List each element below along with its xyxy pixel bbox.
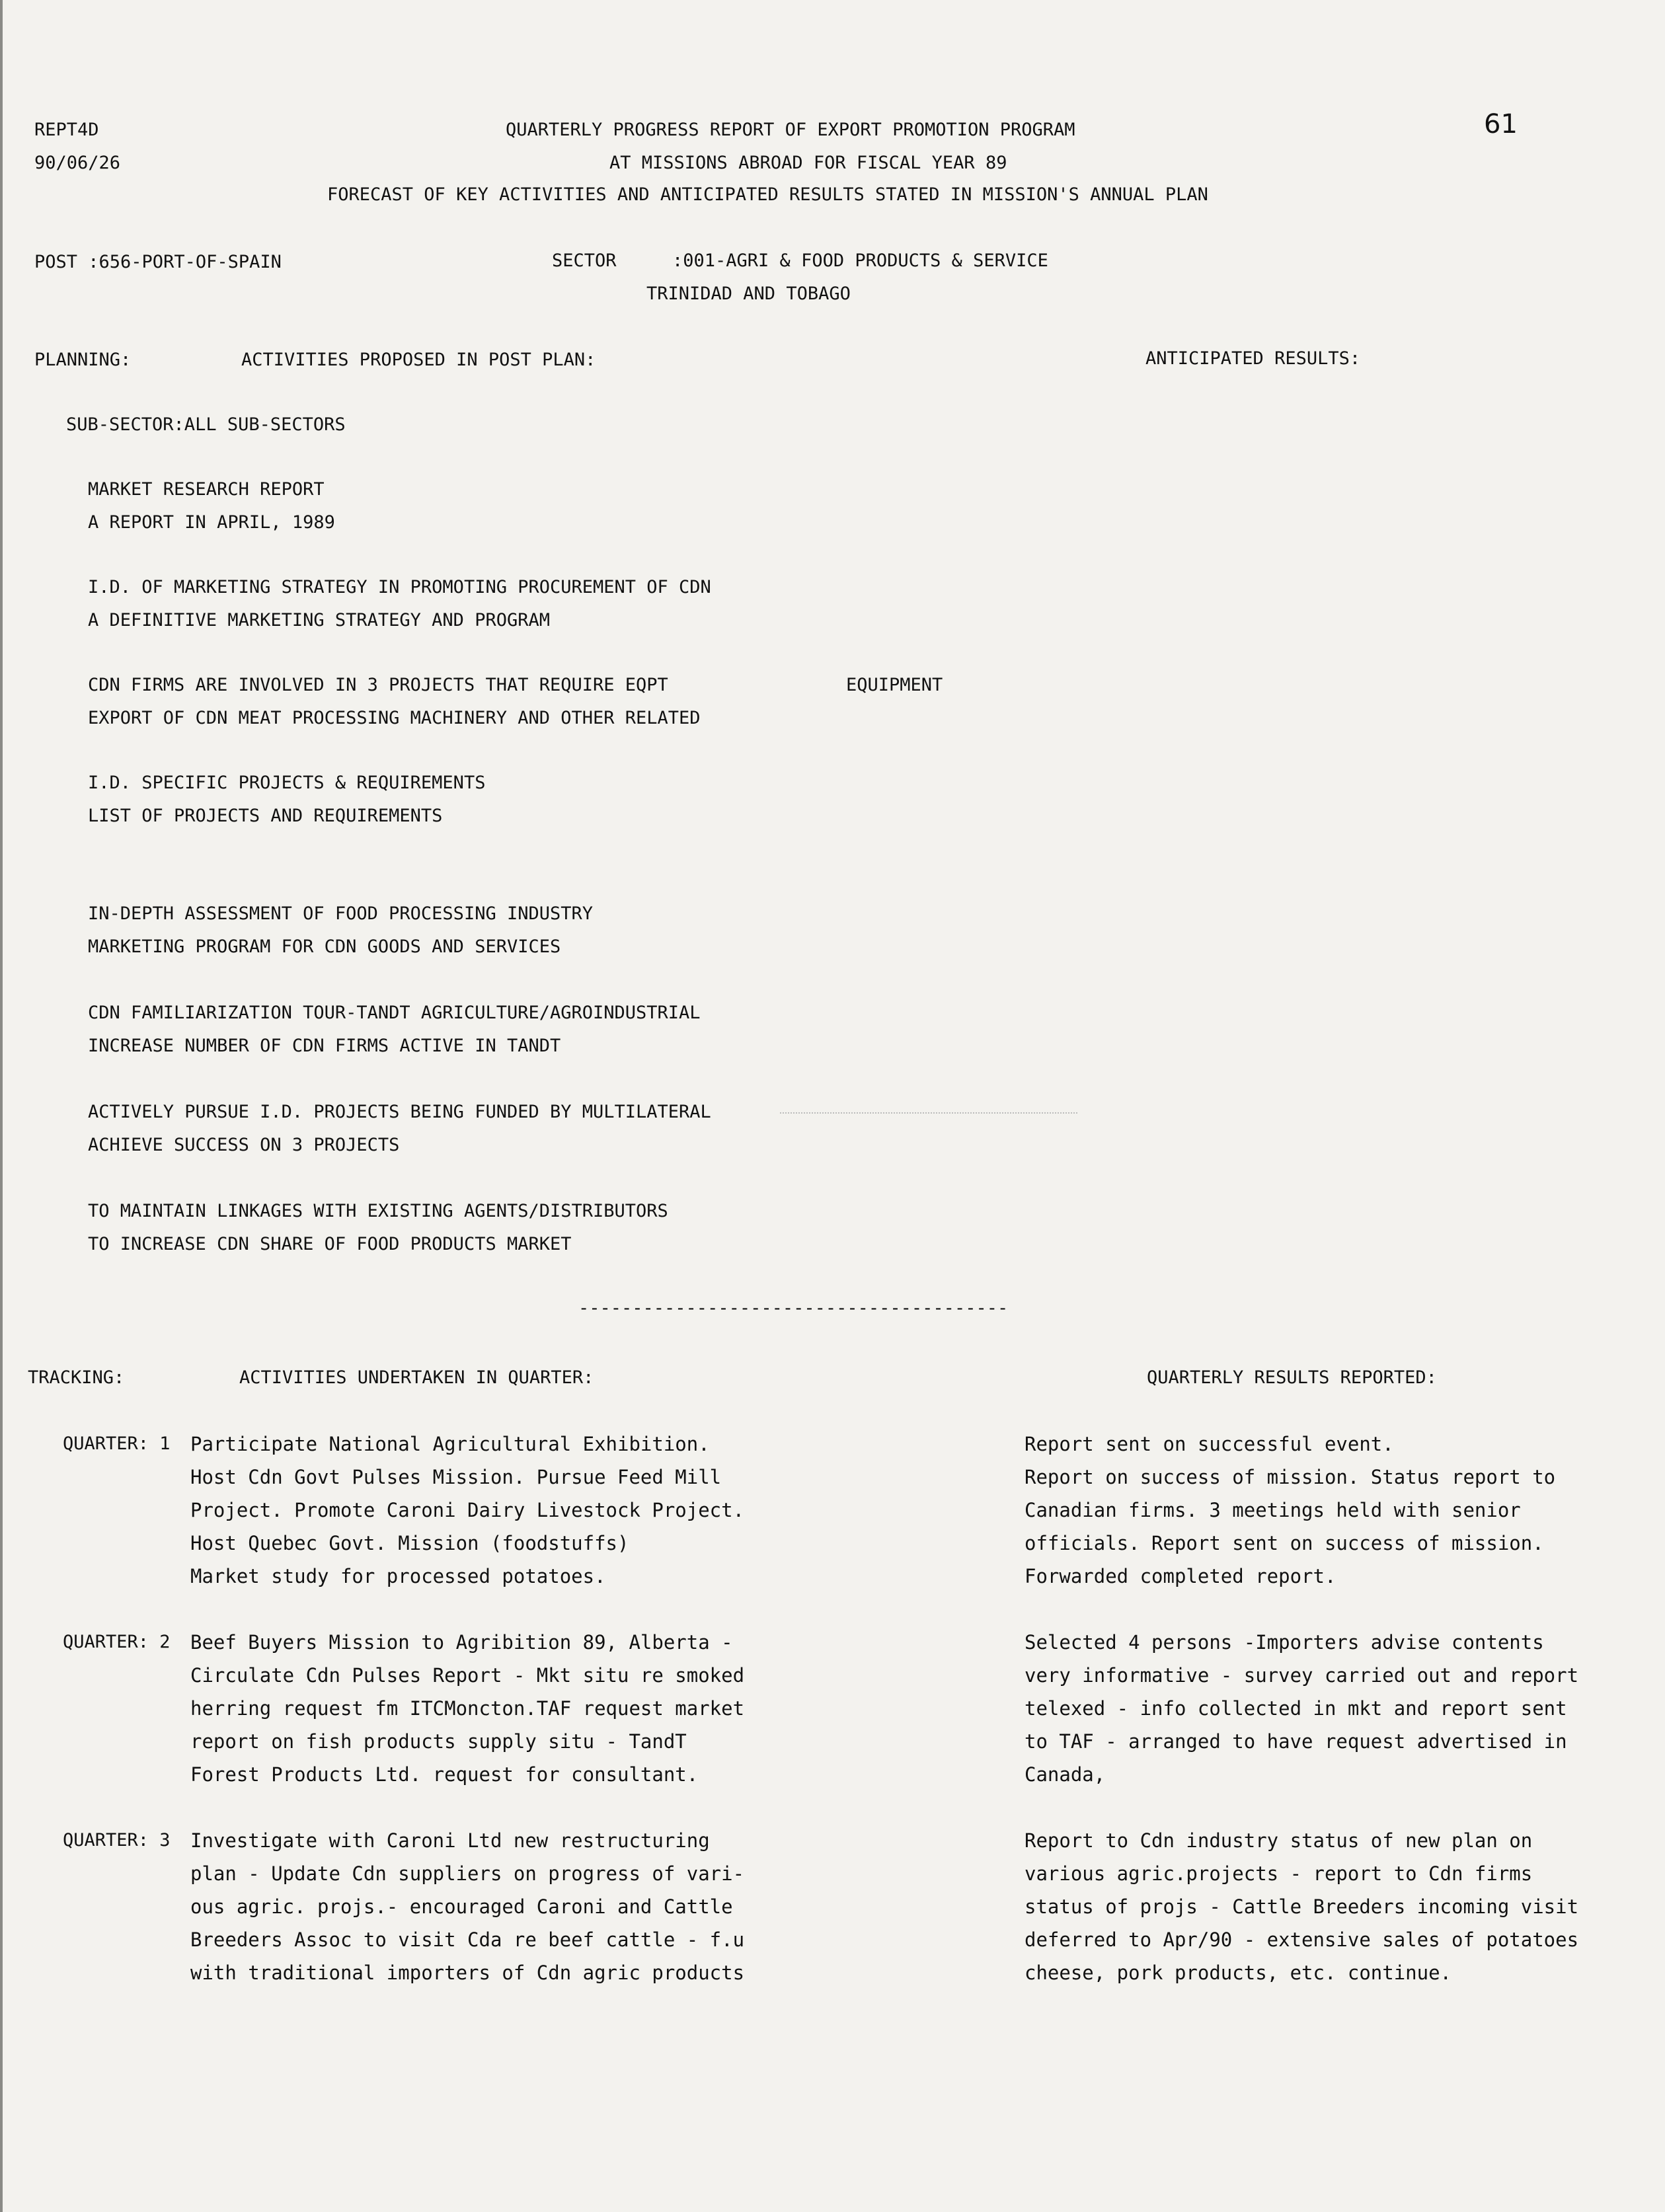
result-line: cheese, pork products, etc. continue.: [1025, 1962, 1452, 1984]
quarter-results: [1025, 1428, 1555, 1593]
result-line: deferred to Apr/90 - extensive sales of potatoes: [1025, 1928, 1579, 1951]
result-line: Canadian firms. 3 meetings held with senior: [1025, 1499, 1521, 1521]
planning-item-line2: ACHIEVE SUCCESS ON 3 PROJECTS: [88, 1135, 400, 1155]
planning-item-line1: IN-DEPTH ASSESSMENT OF FOOD PROCESSING INDUSTRY: [88, 903, 594, 924]
activity-line: Breeders Assoc to visit Cda re beef cattle - f.u: [190, 1928, 745, 1951]
activity-line: plan - Update Cdn suppliers on progress of vari-: [190, 1862, 745, 1885]
planning-item: [88, 473, 335, 539]
result-line: very informative - survey carried out and report: [1025, 1664, 1579, 1687]
activity-line: Project. Promote Caroni Dairy Livestock Project.: [190, 1499, 745, 1521]
result-line: to TAF - arranged to have request advertised in: [1025, 1730, 1567, 1753]
planning-item-line2: MARKETING PROGRAM FOR CDN GOODS AND SERVICES: [88, 936, 561, 957]
planning-item-line2: LIST OF PROJECTS AND REQUIREMENTS: [88, 806, 443, 826]
result-line: officials. Report sent on success of mission.: [1025, 1532, 1544, 1554]
activity-line: herring request fm ITCMoncton.TAF request market: [190, 1697, 745, 1720]
planning-item-line2: INCREASE NUMBER OF CDN FIRMS ACTIVE IN TANDT: [88, 1036, 561, 1056]
quarter-label: QUARTER: 3: [63, 1830, 171, 1850]
quarter-activities: [190, 1626, 744, 1791]
activity-line: Circulate Cdn Pulses Report - Mkt situ re smoked: [190, 1664, 745, 1687]
result-line: Report sent on successful event.: [1025, 1433, 1394, 1455]
activity-line: ous agric. projs.- encouraged Caroni and Cattle: [190, 1895, 733, 1918]
planning-item-line1: MARKET RESEARCH REPORT: [88, 479, 325, 500]
planning-item-line2: A DEFINITIVE MARKETING STRATEGY AND PROGRAM: [88, 610, 550, 630]
planning-item-side-note: EQUIPMENT: [846, 675, 943, 695]
planning-label: PLANNING:: [34, 350, 132, 370]
report-title-line2: AT MISSIONS ABROAD FOR FISCAL YEAR 89: [609, 153, 1007, 173]
report-date: 90/06/26: [34, 153, 121, 173]
planning-results-header: ANTICIPATED RESULTS:: [1145, 348, 1361, 369]
activity-line: with traditional importers of Cdn agric products: [190, 1962, 745, 1984]
dotted-bleed-line: [780, 1112, 1077, 1114]
result-line: various agric.projects - report to Cdn firms: [1025, 1862, 1533, 1885]
quarter-activities: [190, 1824, 744, 1989]
report-id: REPT4D: [34, 120, 99, 140]
result-line: Forwarded completed report.: [1025, 1565, 1336, 1587]
activity-line: Market study for processed potatoes.: [190, 1565, 606, 1587]
section-separator: ----------------------------------------: [578, 1298, 1009, 1318]
report-title-line3: FORECAST OF KEY ACTIVITIES AND ANTICIPATED RESULTS STATED IN MISSION'S ANNUAL PLAN: [327, 184, 1208, 205]
result-line: Report on success of mission. Status report to: [1025, 1466, 1556, 1488]
country: TRINIDAD AND TOBAGO: [646, 284, 851, 304]
quarter-label: QUARTER: 2: [63, 1632, 171, 1652]
planning-item-line1: CDN FAMILIARIZATION TOUR-TANDT AGRICULTURE/AGROINDUSTRIAL: [88, 1003, 701, 1023]
report-title-line1: QUARTERLY PROGRESS REPORT OF EXPORT PROMOTION PROGRAM: [506, 120, 1075, 140]
planning-item: [88, 997, 701, 1063]
activity-line: Host Quebec Govt. Mission (foodstuffs): [190, 1532, 629, 1554]
result-line: Selected 4 persons -Importers advise contents: [1025, 1631, 1544, 1654]
planning-item-line2: TO INCREASE CDN SHARE OF FOOD PRODUCTS MARKET: [88, 1234, 572, 1254]
activity-line: Investigate with Caroni Ltd new restructuring: [190, 1829, 710, 1852]
planning-item-line1: I.D. OF MARKETING STRATEGY IN PROMOTING PROCUREMENT OF CDN: [88, 577, 711, 597]
planning-item: [88, 897, 593, 964]
quarter-results: [1025, 1626, 1578, 1791]
planning-item-line1: TO MAINTAIN LINKAGES WITH EXISTING AGENTS/DISTRIBUTORS: [88, 1201, 668, 1221]
planning-item-line1: ACTIVELY PURSUE I.D. PROJECTS BEING FUNDED BY MULTILATERAL: [88, 1102, 711, 1122]
quarter-activities: [190, 1428, 744, 1593]
tracking-results-header: QUARTERLY RESULTS REPORTED:: [1147, 1367, 1437, 1388]
planning-item-line1: I.D. SPECIFIC PROJECTS & REQUIREMENTS: [88, 773, 486, 793]
planning-activities-header: ACTIVITIES PROPOSED IN POST PLAN:: [241, 350, 596, 370]
activity-line: Forest Products Ltd. request for consultant.: [190, 1763, 699, 1786]
activity-line: Host Cdn Govt Pulses Mission. Pursue Feed Mill: [190, 1466, 722, 1488]
tracking-label: TRACKING:: [28, 1367, 125, 1388]
post-label: POST :656-PORT-OF-SPAIN: [34, 252, 282, 272]
planning-item: [88, 767, 485, 833]
result-line: Report to Cdn industry status of new plan on: [1025, 1829, 1533, 1852]
activity-line: Beef Buyers Mission to Agribition 89, Alberta -: [190, 1631, 733, 1654]
sector-value: :001-AGRI & FOOD PRODUCTS & SERVICE: [672, 250, 1048, 271]
result-line: Canada,: [1025, 1763, 1106, 1786]
planning-item: [88, 1195, 668, 1261]
sector-label: SECTOR: [552, 250, 617, 271]
activity-line: report on fish products supply situ - TandT: [190, 1730, 687, 1753]
planning-item: [88, 571, 711, 637]
activity-line: Participate National Agricultural Exhibition.: [190, 1433, 710, 1455]
subsector: SUB-SECTOR:ALL SUB-SECTORS: [66, 414, 346, 435]
page-number: 61: [1484, 109, 1518, 139]
quarter-results: [1025, 1824, 1578, 1989]
planning-item: [88, 669, 701, 735]
planning-item-line1: CDN FIRMS ARE INVOLVED IN 3 PROJECTS THAT REQUIRE EQPT: [88, 675, 668, 695]
tracking-activities-header: ACTIVITIES UNDERTAKEN IN QUARTER:: [239, 1367, 594, 1388]
planning-item-line2: A REPORT IN APRIL, 1989: [88, 512, 335, 533]
quarter-label: QUARTER: 1: [63, 1433, 171, 1454]
scan-edge: [0, 0, 3, 2212]
planning-item-line2: EXPORT OF CDN MEAT PROCESSING MACHINERY AND OTHER RELATED: [88, 708, 701, 728]
result-line: status of projs - Cattle Breeders incoming visit: [1025, 1895, 1579, 1918]
result-line: telexed - info collected in mkt and report sent: [1025, 1697, 1567, 1720]
planning-item: [88, 1096, 711, 1162]
